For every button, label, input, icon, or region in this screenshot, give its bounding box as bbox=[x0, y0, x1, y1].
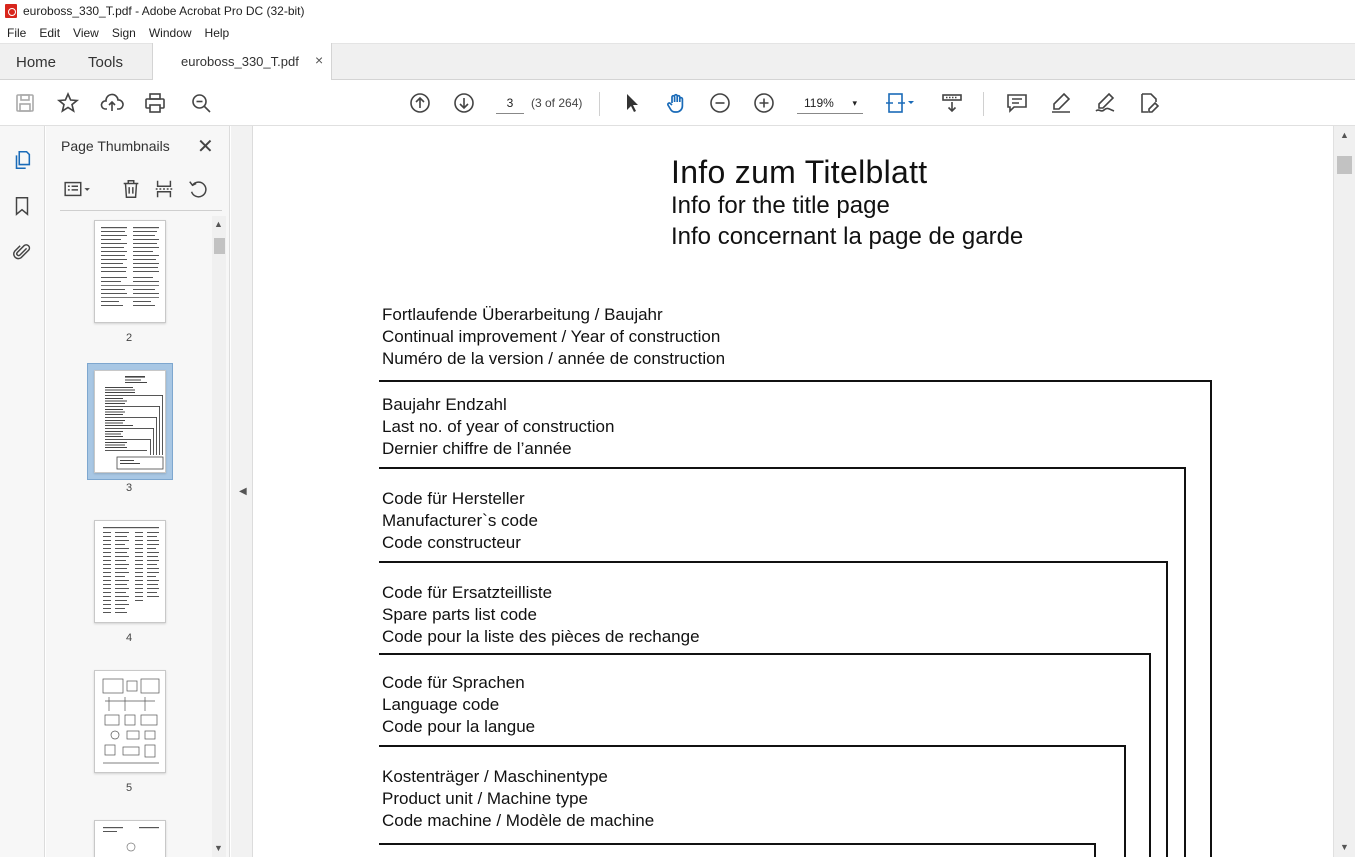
tab-tools[interactable]: Tools bbox=[88, 54, 124, 71]
scroll-up-icon[interactable]: ▲ bbox=[214, 219, 223, 229]
chevron-down-icon: ▾ bbox=[852, 98, 857, 108]
hand-icon[interactable] bbox=[663, 90, 689, 116]
page-subtitle-fr: Info concernant la page de garde bbox=[671, 223, 1024, 250]
thumbnail-label: 3 bbox=[125, 482, 133, 494]
upload-icon[interactable] bbox=[99, 90, 125, 116]
scroll-down-icon[interactable]: ▼ bbox=[1340, 842, 1349, 852]
thumbnail-preview bbox=[95, 671, 166, 773]
panel-divider bbox=[60, 210, 222, 211]
thumbnail-page-3[interactable] bbox=[94, 370, 166, 473]
info-block bbox=[382, 766, 654, 832]
tab-close-icon[interactable]: × bbox=[315, 52, 324, 68]
print-icon[interactable] bbox=[142, 90, 168, 116]
close-icon[interactable]: ✕ bbox=[197, 136, 214, 158]
menu-help[interactable]: Help bbox=[204, 25, 230, 40]
thumbnail-label: 2 bbox=[125, 332, 133, 344]
thumbnail-page-5[interactable] bbox=[94, 670, 166, 773]
highlight-icon[interactable] bbox=[1048, 90, 1074, 116]
thumbnail-preview bbox=[95, 521, 166, 623]
menu-view[interactable]: View bbox=[73, 25, 99, 40]
sign-icon[interactable] bbox=[1092, 90, 1118, 116]
toolbar-divider bbox=[599, 92, 600, 116]
thumbnail-page-4[interactable] bbox=[94, 520, 166, 623]
bracket-line bbox=[379, 467, 1186, 469]
bookmark-icon[interactable] bbox=[10, 194, 34, 218]
fill-sign-icon[interactable] bbox=[1136, 90, 1162, 116]
save-icon[interactable] bbox=[12, 90, 38, 116]
thumbnail-options-icon[interactable] bbox=[60, 176, 96, 202]
info-block bbox=[382, 394, 614, 460]
bracket-line bbox=[379, 561, 1168, 563]
left-nav-rail bbox=[0, 126, 45, 857]
thumbnail-page-6[interactable] bbox=[94, 820, 166, 857]
label-de: Code für Sprachen bbox=[382, 673, 525, 692]
panel-collapse-bar[interactable] bbox=[231, 126, 253, 857]
bracket-line bbox=[1184, 467, 1186, 857]
label-de: Code für Ersatzteilliste bbox=[382, 583, 553, 602]
tab-bar bbox=[0, 43, 1355, 80]
window-title: euroboss_330_T.pdf - Adobe Acrobat Pro DC (32-bit) bbox=[23, 4, 305, 18]
thumbnail-preview bbox=[95, 371, 166, 473]
bracket-line bbox=[1094, 843, 1096, 857]
label-en: Language code bbox=[382, 695, 500, 714]
bracket-line bbox=[379, 843, 1096, 845]
thumbnail-preview bbox=[95, 821, 166, 857]
zoom-in-icon[interactable] bbox=[751, 90, 777, 116]
title-bar bbox=[0, 0, 1355, 22]
toolbar-divider bbox=[983, 92, 984, 116]
extract-pages-icon[interactable] bbox=[151, 176, 177, 202]
document-view bbox=[253, 126, 1333, 857]
label-en: Manufacturer`s code bbox=[382, 511, 538, 530]
prev-page-icon[interactable] bbox=[407, 90, 433, 116]
main-toolbar bbox=[0, 80, 1355, 126]
label-de: Fortlaufende Überarbeitung / Baujahr bbox=[382, 305, 663, 324]
next-page-icon[interactable] bbox=[451, 90, 477, 116]
bracket-line bbox=[1166, 561, 1168, 857]
label-fr: Code constructeur bbox=[382, 533, 521, 552]
pdf-app-icon bbox=[5, 4, 17, 18]
zoom-value: 119% bbox=[804, 96, 834, 110]
menu-sign[interactable]: Sign bbox=[111, 25, 136, 40]
thumbnail-page-2[interactable] bbox=[94, 220, 166, 323]
menu-window[interactable]: Window bbox=[148, 25, 192, 40]
page-title: Info zum Titelblatt bbox=[671, 154, 928, 190]
fit-page-icon[interactable] bbox=[883, 90, 919, 116]
label-en: Last no. of year of construction bbox=[382, 417, 615, 436]
thumbnail-preview bbox=[95, 221, 166, 323]
bracket-line bbox=[379, 745, 1126, 747]
star-icon[interactable] bbox=[55, 90, 81, 116]
tab-document[interactable] bbox=[152, 43, 332, 81]
label-fr: Dernier chiffre de l’année bbox=[382, 439, 572, 458]
thumbnail-scrollbar[interactable] bbox=[212, 216, 226, 857]
menu-bar bbox=[0, 22, 1355, 43]
bracket-line bbox=[1149, 653, 1151, 857]
label-de: Code für Hersteller bbox=[382, 489, 525, 508]
label-fr: Code pour la langue bbox=[382, 717, 536, 736]
tab-home[interactable]: Home bbox=[16, 54, 57, 71]
select-arrow-icon[interactable] bbox=[619, 90, 645, 116]
bracket-line bbox=[1124, 745, 1126, 857]
bracket-line bbox=[379, 380, 1212, 382]
label-de: Kostenträger / Maschinentype bbox=[382, 767, 608, 786]
panel-title: Page Thumbnails bbox=[61, 138, 170, 154]
thumbnail-list bbox=[46, 216, 212, 857]
bracket-line bbox=[1210, 380, 1212, 857]
page-thumbnails-panel bbox=[46, 126, 230, 857]
menu-file[interactable]: File bbox=[7, 25, 27, 40]
page-subtitle-en: Info for the title page bbox=[671, 192, 890, 219]
scroll-up-icon[interactable]: ▲ bbox=[1340, 130, 1349, 140]
search-icon[interactable] bbox=[188, 90, 214, 116]
label-en: Spare parts list code bbox=[382, 605, 537, 624]
scroll-thumb[interactable] bbox=[1337, 156, 1352, 174]
info-block bbox=[382, 304, 725, 370]
info-block bbox=[382, 488, 538, 554]
scroll-mode-icon[interactable] bbox=[939, 90, 965, 116]
tab-document-label: euroboss_330_T.pdf bbox=[181, 54, 299, 69]
thumbnail-label: 4 bbox=[125, 632, 133, 644]
document-scrollbar[interactable] bbox=[1333, 126, 1355, 857]
page-thumbnails-icon[interactable] bbox=[10, 148, 34, 172]
zoom-level-dropdown[interactable] bbox=[797, 92, 863, 114]
label-en: Product unit / Machine type bbox=[382, 789, 589, 808]
delete-icon[interactable] bbox=[118, 176, 144, 202]
rotate-icon[interactable] bbox=[185, 176, 211, 202]
info-block bbox=[382, 582, 700, 648]
label-fr: Numéro de la version / année de construction bbox=[382, 349, 726, 368]
comment-icon[interactable] bbox=[1004, 90, 1030, 116]
attachment-icon[interactable] bbox=[10, 240, 34, 264]
menu-edit[interactable]: Edit bbox=[39, 25, 61, 40]
thumbnail-label: 5 bbox=[125, 782, 133, 794]
label-de: Baujahr Endzahl bbox=[382, 395, 507, 414]
label-fr: Code machine / Modèle de machine bbox=[382, 811, 655, 830]
thumbnail-tools bbox=[60, 176, 220, 202]
bracket-line bbox=[379, 653, 1151, 655]
page-count: (3 of 264) bbox=[531, 96, 583, 110]
info-block bbox=[382, 672, 535, 738]
collapse-arrow-icon[interactable]: ◀ bbox=[239, 486, 247, 497]
label-en: Continual improvement / Year of construction bbox=[382, 327, 721, 346]
zoom-out-icon[interactable] bbox=[707, 90, 733, 116]
label-fr: Code pour la liste des pièces de rechange bbox=[382, 627, 700, 646]
scroll-down-icon[interactable]: ▼ bbox=[214, 843, 223, 853]
page-number-input[interactable]: 3 bbox=[496, 92, 524, 114]
scroll-thumb[interactable] bbox=[214, 238, 225, 254]
